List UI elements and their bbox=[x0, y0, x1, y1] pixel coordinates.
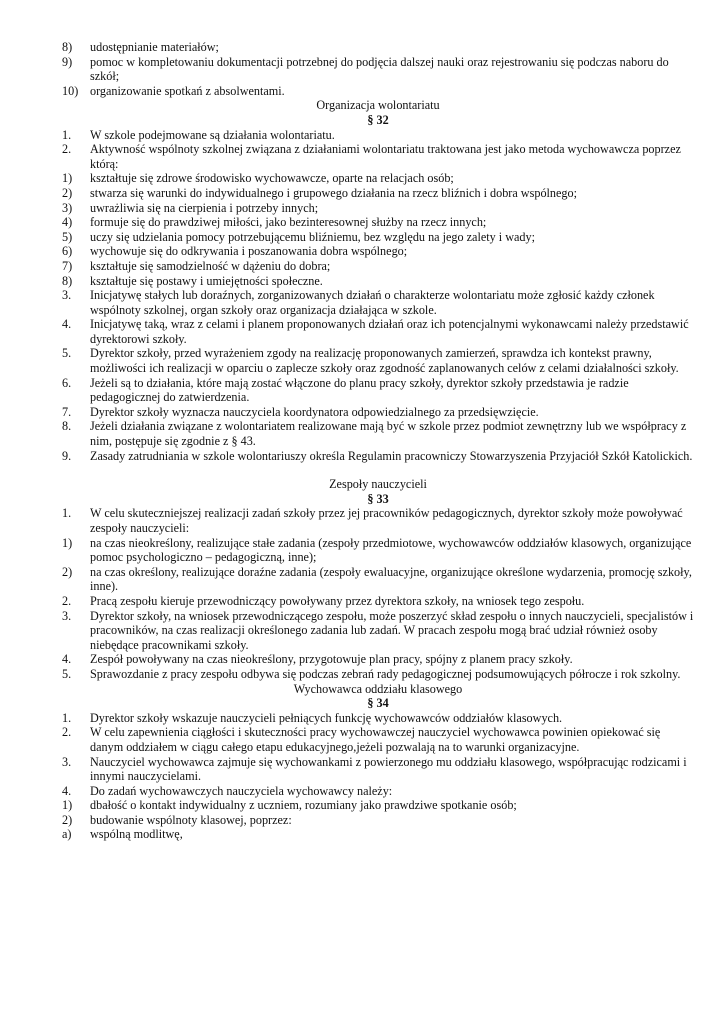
list-item-number: 9) bbox=[62, 54, 73, 69]
list-item-number: 4. bbox=[62, 652, 72, 667]
list-intro bbox=[62, 40, 694, 98]
list-item-text: Dyrektor szkoły, przed wyrażeniem zgody na realizację proponowanych zamierzeń, sprawdza ich kontekst prawny, możliwości ich realizacji w oparciu o zaplecze szkoły oraz zgodność zaplanowanych celów z celami działalności szkoły. bbox=[90, 346, 679, 376]
list-item-number: 3. bbox=[62, 608, 72, 623]
list-item bbox=[62, 784, 694, 799]
section-32-heading: Organizacja wolontariatu bbox=[316, 98, 440, 113]
section-32-paragraph-mark: § 32 bbox=[367, 112, 389, 127]
list-item-number: 2) bbox=[62, 812, 73, 827]
list-item-number: 3. bbox=[62, 754, 72, 769]
list-item-number: 2. bbox=[62, 593, 72, 608]
list-item bbox=[62, 419, 694, 448]
list-item-text: organizowanie spotkań z absolwentami. bbox=[90, 83, 285, 98]
section-34-paragraph-mark: § 34 bbox=[367, 696, 389, 711]
list-item-number: 8. bbox=[62, 419, 72, 434]
list-item bbox=[62, 142, 694, 171]
list-item bbox=[62, 288, 694, 317]
list-item-number: 2. bbox=[62, 142, 72, 157]
list-item-number: 3) bbox=[62, 200, 73, 215]
list-item-text: Inicjatywę taką, wraz z celami i planem proponowanych działań oraz ich potencjalnymi wykonawcami należy przedstawić dyrektorowi szkoły. bbox=[90, 317, 689, 346]
list-item bbox=[62, 244, 694, 259]
list-item bbox=[62, 259, 694, 274]
list-item bbox=[62, 813, 694, 828]
list-item-number: 7. bbox=[62, 404, 72, 419]
list-item-number: 3. bbox=[62, 288, 72, 303]
list-item-number: 1. bbox=[62, 506, 72, 521]
list-item bbox=[62, 667, 694, 682]
list-item bbox=[62, 186, 694, 201]
list-item bbox=[62, 201, 694, 216]
section-33-paragraph-mark: § 33 bbox=[367, 491, 389, 506]
list-item-number: 4. bbox=[62, 783, 72, 798]
list-item-number: 2. bbox=[62, 725, 72, 740]
list-item-text: Dyrektor szkoły wskazuje nauczycieli pełniących funkcję wychowawców oddziałów klasowych. bbox=[90, 710, 563, 725]
list-item-text: Inicjatywę stałych lub doraźnych, zorganizowanych działań o charakterze wolontariatu może zgłosić każdy członek wspólnoty szkolnej, organ szkoły oraz organizacja działająca w szkole. bbox=[90, 288, 655, 317]
list-item-number: 4. bbox=[62, 317, 72, 332]
list-item-text: kształtuje się zdrowe środowisko wychowawcze, oparte na relacjach osób; bbox=[90, 171, 454, 186]
list-item bbox=[62, 652, 694, 667]
list-item-text: wychowuje się do odkrywania i poszanowania dobra wspólnego; bbox=[90, 244, 408, 259]
list-item-text: stwarza się warunki do indywidualnego i grupowego działania na rzecz bliźnich i dobra wspólnego; bbox=[90, 185, 578, 200]
list-item-text: Pracą zespołu kieruje przewodniczący powoływany przez dyrektora szkoły, na wniosek tego zespołu. bbox=[90, 593, 585, 608]
list-item-text: na czas określony, realizujące doraźne zadania (zespoły ewaluacyjne, organizujące określone wydarzenia, promocję szkoły, inne). bbox=[90, 564, 692, 594]
list-item-number: 1) bbox=[62, 798, 73, 813]
list-item-text: budowanie wspólnoty klasowej, poprzez: bbox=[90, 812, 292, 827]
list-item-number: 10) bbox=[62, 83, 79, 98]
list-item bbox=[62, 376, 694, 405]
list-item-number: 1. bbox=[62, 710, 72, 725]
list-item-number: 5) bbox=[62, 229, 73, 244]
list-item bbox=[62, 55, 694, 84]
list-item bbox=[62, 405, 694, 420]
list-item-text: udostępnianie materiałów; bbox=[90, 40, 219, 54]
list-item bbox=[62, 755, 694, 784]
list-item bbox=[62, 171, 694, 186]
list-item bbox=[62, 317, 694, 346]
list-item-text: W szkole podejmowane są działania wolontariatu. bbox=[90, 127, 335, 142]
list-item-text: na czas nieokreślony, realizujące stałe zadania (zespoły przedmiotowe, wychowawców oddziałów klasowych, organizujące pomoc psychologiczno – pedagogiczną, inne); bbox=[90, 535, 692, 565]
list-item-number: 8) bbox=[62, 40, 73, 54]
list-item-text: Aktywność wspólnoty szkolnej związana z działaniami wolontariatu traktowana jest jako metoda wychowawcza poprzez którą: bbox=[90, 142, 681, 171]
list-item-text: formuje się do prawdziwej miłości, jako bezinteresownej służby na rzecz innych; bbox=[90, 215, 487, 230]
list-item bbox=[62, 725, 694, 754]
list-item bbox=[62, 609, 694, 653]
list-item-number: 5. bbox=[62, 346, 72, 361]
section-34-list bbox=[62, 711, 694, 842]
list-item bbox=[62, 798, 694, 813]
list-item-text: pomoc w kompletowaniu dokumentacji potrzebnej do podjęcia dalszej nauki oraz rejestrowaniu się podczas naboru do szkół; bbox=[90, 54, 669, 84]
list-item-number: 1) bbox=[62, 171, 73, 186]
list-item-text: dbałość o kontakt indywidualny z uczniem, rozumiany jako prawdziwe spotkanie osób; bbox=[90, 798, 517, 813]
list-item-number: a) bbox=[62, 827, 72, 842]
list-item-number: 2) bbox=[62, 564, 73, 579]
section-33-heading: Zespoły nauczycieli bbox=[329, 477, 427, 492]
list-item-text: uczy się udzielania pomocy potrzebującemu bliźniemu, bez względu na jego zalety i wady; bbox=[90, 229, 536, 244]
list-item-number: 6. bbox=[62, 375, 72, 390]
list-item-number: 7) bbox=[62, 258, 73, 273]
list-item-text: Zespół powoływany na czas nieokreślony, przygotowuje plan pracy, spójny z planem pracy szkoły. bbox=[90, 652, 573, 667]
list-item-text: W celu zapewnienia ciągłości i skuteczności pracy wychowawczej nauczyciel wychowawca powinien opiekować się danym oddziałem w ciągu całego etapu edukacyjnego,jeżeli pozwalają na to warunki organizacyjne. bbox=[90, 725, 661, 754]
list-item-text: W celu skuteczniejszej realizacji zadań szkoły przez jej pracowników pedagogicznych, dyrektor szkoły może powoływać zespoły nauczycieli: bbox=[90, 506, 683, 535]
list-item-text: Nauczyciel wychowawca zajmuje się wychowankami z powierzonego mu oddziału klasowego, współpracując rodzicami i innymi nauczycielami. bbox=[90, 754, 687, 784]
list-item bbox=[62, 827, 694, 842]
list-item-text: Dyrektor szkoły, na wniosek przewodniczącego zespołu, może poszerzyć skład zespołu o innych nauczycieli, specjalistów i pracowników, na czas realizacji określonego zadania lub zadań. W pracach zespołu mogą brać udział również osoby niebędące pracownikami szkoły. bbox=[90, 608, 694, 652]
list-item-text: kształtuje się samodzielność w dążeniu do dobra; bbox=[90, 258, 331, 273]
list-item bbox=[62, 536, 694, 565]
list-item bbox=[62, 230, 694, 245]
list-item bbox=[62, 128, 694, 143]
list-item-text: Zasady zatrudniania w szkole wolontariuszy określa Regulamin pracowniczy Stowarzyszenia Przyjaciół Szkół Katolickich. bbox=[90, 448, 693, 463]
list-item-number: 8) bbox=[62, 273, 73, 288]
list-item bbox=[62, 506, 694, 535]
list-item-number: 1. bbox=[62, 127, 72, 142]
spacer bbox=[62, 463, 694, 477]
list-item-text: Dyrektor szkoły wyznacza nauczyciela koordynatora odpowiedzialnego za przedsięwzięcie. bbox=[90, 404, 539, 419]
list-item-number: 2) bbox=[62, 185, 73, 200]
list-item-text: Jeżeli działania związane z wolontariatem realizowane mają być w szkole przez podmiot zewnętrzny lub we współpracy z nim, postępuje się zgodnie z § 43. bbox=[90, 419, 687, 449]
section-34-heading: Wychowawca oddziału klasowego bbox=[293, 681, 463, 696]
list-item bbox=[62, 274, 694, 289]
list-item-number: 5. bbox=[62, 666, 72, 681]
list-item bbox=[62, 594, 694, 609]
list-item bbox=[62, 215, 694, 230]
list-item-text: wspólną modlitwę, bbox=[90, 827, 183, 842]
list-item-text: Do zadań wychowawczych nauczyciela wychowawcy należy: bbox=[90, 783, 393, 798]
list-item-number: 9. bbox=[62, 448, 72, 463]
list-item bbox=[62, 711, 694, 726]
list-item-number: 4) bbox=[62, 215, 73, 230]
section-33-list bbox=[62, 506, 694, 681]
list-item-number: 6) bbox=[62, 244, 73, 259]
document-page bbox=[62, 40, 694, 842]
list-item bbox=[62, 346, 694, 375]
list-item-text: Jeżeli są to działania, które mają zostać włączone do planu pracy szkoły, dyrektor szkoły przedstawia je radzie pedagogicznej do zatwierdzenia. bbox=[90, 375, 629, 405]
list-item bbox=[62, 84, 694, 99]
list-item-text: kształtuje się postawy i umiejętności społeczne. bbox=[90, 273, 323, 288]
section-32-list bbox=[62, 128, 694, 464]
list-item-text: Sprawozdanie z pracy zespołu odbywa się podczas zebrań rady pedagogicznej podsumowujących półrocze i rok szkolny. bbox=[90, 666, 681, 681]
list-item-text: uwrażliwia się na cierpienia i potrzeby innych; bbox=[90, 200, 319, 215]
list-item bbox=[62, 449, 694, 464]
list-item bbox=[62, 40, 694, 55]
list-item bbox=[62, 565, 694, 594]
list-item-number: 1) bbox=[62, 535, 73, 550]
